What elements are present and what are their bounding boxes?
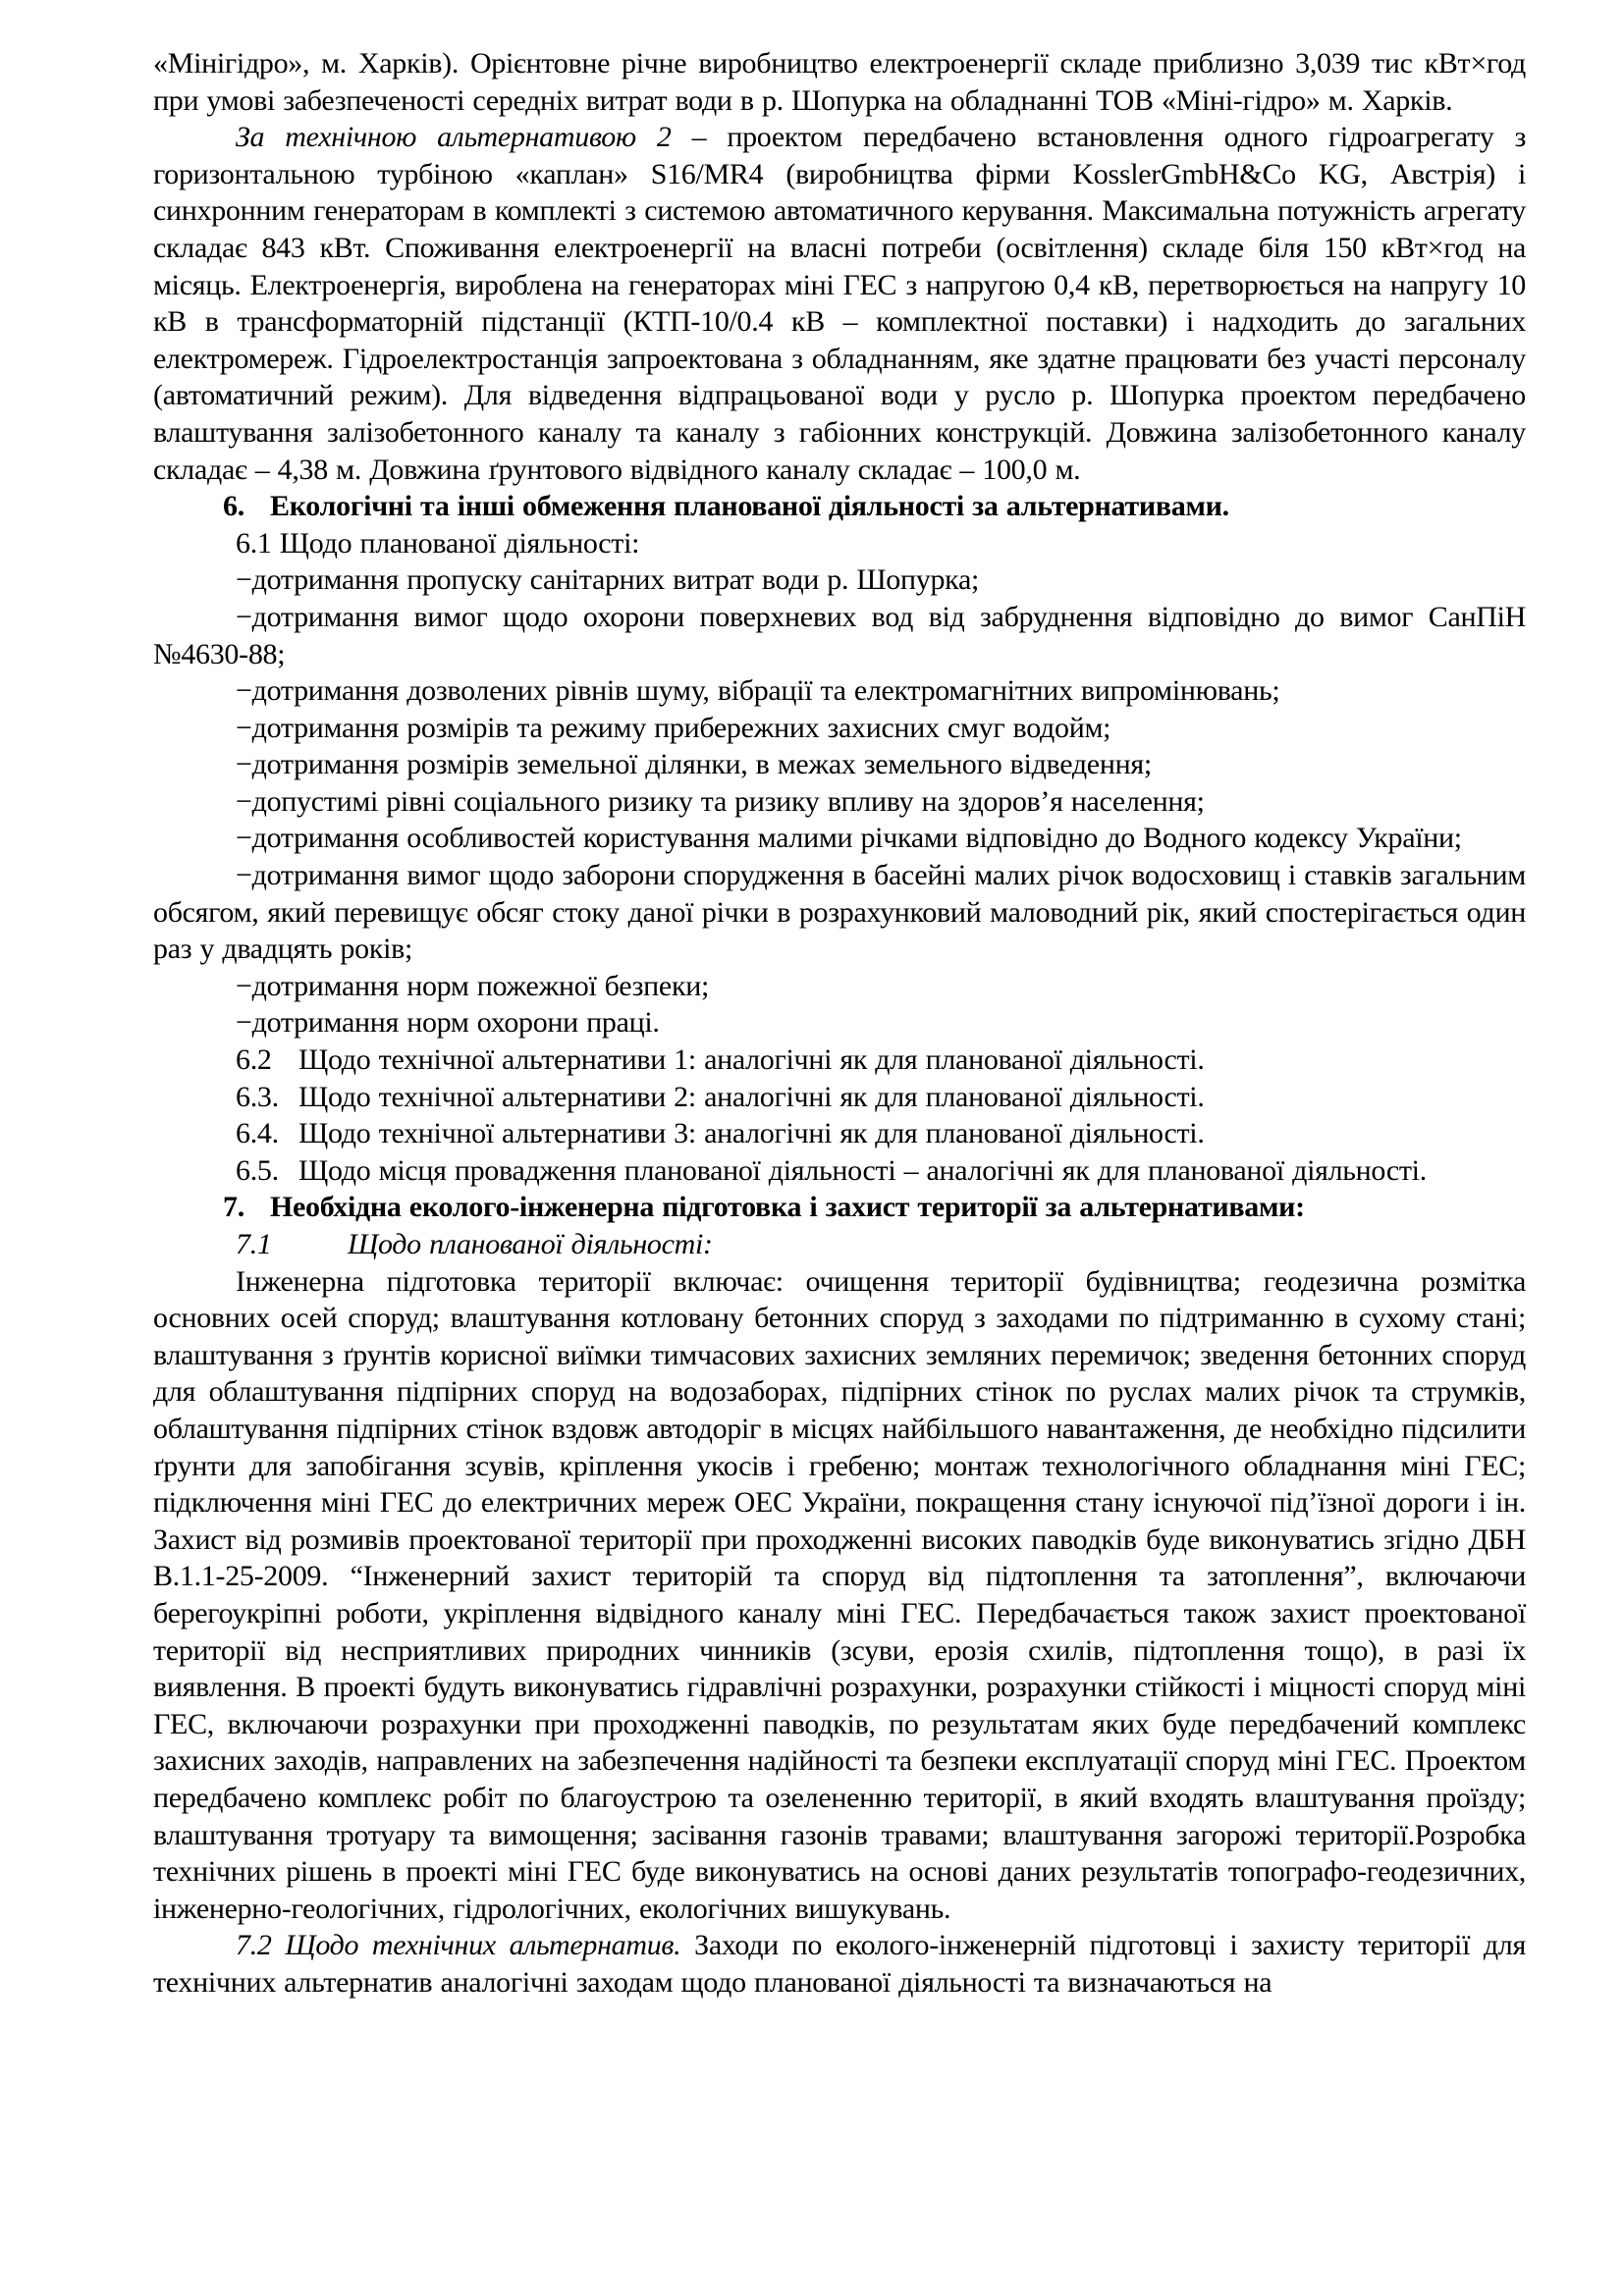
clause-6-5-text: Щодо місця провадження планованої діяльності – аналогічні як для планованої діяльності.: [298, 1153, 1427, 1187]
bullet-labor-protection: −дотримання норм охорони праці.: [236, 1006, 660, 1040]
paragraph-text: – проектом передбачено встановлення одного гідроагрегату з горизонтальною турбіною «каплан» S16/MR4 (виробництва фірми KosslerGmbH&Co KG, Австрія) і синхронним генераторам в комплекті з системою автоматичного керування. Максимальна потужність агрегату складає 843 кВт. Споживання електроенергії на власні потреби (освітлення) складе біля 150 кВт×год на місяць. Електроенергія, вироблена на генераторах міні ГЕС з напругою 0,4 кВ, перетворюється на напругу 10 кВ в трансформаторній підстанції (КТП-10/0.4 кВ – комплектної поставки) і надходить до загальних електромереж. Гідроелектростанція запроектована з обладнанням, яке здатне працювати без участі персоналу (автоматичний режим). Для відведення відпрацьованої води у русло р. Шопурка проектом передбачено влаштування залізобетонного каналу та каналу з габіонних конструкцій. Довжина залізобетонного каналу складає – 4,38 м. Довжина ґрунтового відвідного каналу складає – 100,0 м.: [153, 121, 1526, 486]
paragraph-engineering-preparation: Інженерна підготовка території включає: очищення території будівництва; геодезична розмітка основних осей споруд; влаштування котловану бетонних споруд з заходами по підтриманню в сухому стані; влаштування з ґрунтів корисної виїмки тимчасових захисних земляних перемичок; зведення бетонних споруд для облаштування підпірних споруд на водозаборах, підпірних стінок по руслах малих річок та струмків, облаштування підпірних стінок вздовж автодоріг в місцях найбільшого навантаження, де необхідно підсилити ґрунти для запобігання зсувів, кріплення укосів і гребеню; монтаж технологічного обладнання міні ГЕС; підключення міні ГЕС до електричних мереж ОЕС України, покращення стану існуючої під’їзної дороги і ін. Захист від розмивів проектованої території при проходженні високих паводків буде виконуватись згідно ДБН В.1.1-25-2009. “Інженерний захист територій та споруд від підтоплення та затоплення”, включаючи берегоукріпні роботи, укріплення відвідного каналу міні ГЕС. Передбачається також захист проектованої території від несприятливих природних чинників (зсуви, ерозія схилів, підтоплення тощо), в разі їх виявлення. В проекті будуть виконуватись гідравлічні розрахунки, розрахунки стійкості і міцності споруд міні ГЕС, включаючи розрахунки при проходженні паводків, по результатам яких буде передбачений комплекс захисних заходів, направлених на забезпечення надійності та безпеки експлуатації споруд міні ГЕС. Проектом передбачено комплекс робіт по благоустрою та озелененню території, в який входять влаштування проїзду; влаштування тротуару та вимощення; засівання газонів травами; влаштування загорожі території.Розробка технічних рішень в проекті міні ГЕС буде виконуватись на основі даних результатів топографо-геодезичних, інженерно-геологічних, гідрологічних, екологічних вишукувань.: [153, 1264, 1526, 1925]
clause-6-5-number: 6.5.: [236, 1153, 279, 1187]
clause-6-2: [153, 1041, 1526, 1079]
paragraph-annual-output: «Мінігідро», м. Харків). Орієнтовне річне виробництво електроенергії складе приблизно 3,039 тис кВт×год при умові забезпеченості середніх витрат води в р. Шопурка на обладнанні ТОВ «Міні-гідро» м. Харків.: [153, 47, 1526, 117]
bullet-reservoir-ban: −дотримання вимог щодо заборони спорудження в басейні малих річок водосховищ і ставків загальним обсягом, який перевищує обсяг стоку даної річки в розрахунковий маловодний рік, який спостерігається один раз у двадцять років;: [153, 859, 1526, 966]
bullet-fire-safety: −дотримання норм пожежної безпеки;: [236, 969, 710, 1002]
bullet-sanitary-flow: −дотримання пропуску санітарних витрат води р. Шопурка;: [236, 563, 980, 597]
clause-6-4: [153, 1115, 1526, 1152]
clause-6-1: 6.1 Щодо планованої діяльності:: [236, 526, 640, 560]
lead-italic-7-2: 7.2 Щодо технічних альтернатив.: [236, 1929, 681, 1962]
bullet-noise-vibration: −дотримання дозволених рівнів шуму, вібрації та електромагнітних випромінювань;: [236, 674, 1280, 708]
clause-6-2-number: 6.2: [236, 1043, 272, 1077]
section-7-number: 7.: [223, 1191, 244, 1224]
section-6-heading: [153, 488, 1526, 525]
bullet-small-rivers-water-code: −дотримання особливостей користування малими річками відповідно до Водного кодексу України;: [236, 822, 1462, 855]
lead-italic-alternative-2: За технічною альтернативою 2: [236, 121, 672, 154]
bullet-surface-water-protection: −дотримання вимог щодо охорони поверхневих вод від забруднення відповідно до вимог СанПіН №4630-88;: [153, 600, 1526, 670]
paragraph-technical-alternative-2: [153, 119, 1526, 488]
bullet-protective-strips: −дотримання розмірів та режиму прибережних захисних смуг водойм;: [236, 711, 1111, 744]
bullet-social-risk: −допустимі рівні соціального ризику та ризику впливу на здоров’я населення;: [236, 784, 1205, 818]
section-6-title: Екологічні та інші обмеження планованої діяльності за альтернативами.: [270, 490, 1229, 523]
clause-7-2: [153, 1927, 1526, 2001]
clause-6-3: [153, 1079, 1526, 1116]
clause-6-4-number: 6.4.: [236, 1117, 279, 1150]
bullet-land-plot-size: −дотримання розмірів земельної ділянки, в межах земельного відведення;: [236, 748, 1152, 781]
section-7-heading: [153, 1189, 1526, 1226]
clause-6-2-text: Щодо технічної альтернативи 1: аналогічні як для планованої діяльності.: [298, 1043, 1205, 1077]
clause-6-5: [153, 1152, 1526, 1190]
clause-7-1: [153, 1226, 1526, 1263]
section-6-number: 6.: [223, 490, 244, 523]
clause-6-3-text: Щодо технічної альтернативи 2: аналогічні як для планованої діяльності.: [298, 1080, 1205, 1113]
clause-7-2-text: Заходи по еколого-інженерній підготовці і захисту території для технічних альтернатив аналогічні заходам щодо планованої діяльності та визначаються на: [153, 1929, 1526, 1999]
section-7-title: Необхідна еколого-інженерна підготовка і захист території за альтернативами:: [270, 1191, 1305, 1224]
clause-6-3-number: 6.3.: [236, 1080, 279, 1113]
clause-7-1-number: 7.1: [236, 1228, 272, 1260]
clause-7-1-text: Щодо планованої діяльності:: [348, 1228, 713, 1260]
clause-6-4-text: Щодо технічної альтернативи 3: аналогічні як для планованої діяльності.: [298, 1117, 1205, 1150]
